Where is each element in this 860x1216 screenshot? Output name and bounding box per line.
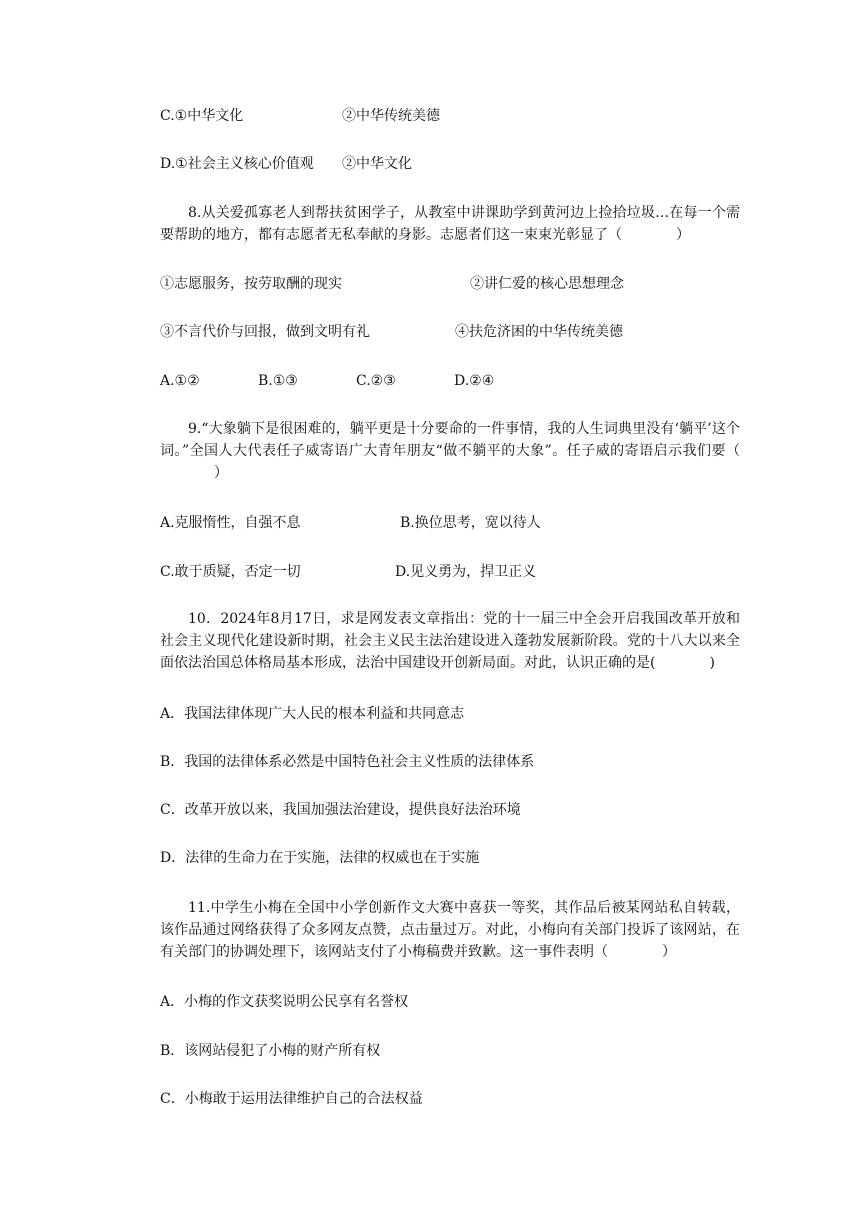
q10-option-b: B．我国的法律体系必然是中国特色社会主义性质的法律体系 — [160, 754, 535, 770]
q8-statement-2: ②讲仁爱的核心思想理念 — [470, 276, 624, 292]
q11-stem-text: 11.中学生小梅在全国中小学创新作文大赛中喜获一等奖，其作品后被某网站私自转载，该作品通过网络获得了众多网友点赞，点击量过万。对此，小梅向有关部门投诉了该网站，在有关部门的协调处理下，该网站支付了小梅稿费并致歉。这一事件表明（ — [160, 900, 740, 960]
q11-option-b: B．该网站侵犯了小梅的财产所有权 — [160, 1043, 381, 1059]
q9-stem-text: 9.“大象躺下是很困难的，躺平更是十分要命的一件事情，我的人生词典里没有‘躺平’这个词。”全国人大代表任子威寄语广大青年朋友“做不躺平的大象”。任子威的寄语启示我们要（ — [160, 421, 740, 459]
q11-stem-close: ） — [662, 944, 676, 960]
q8-option-d: D.②④ — [454, 373, 495, 389]
q8-statement-3: ③不言代价与回报，做到文明有礼 — [160, 324, 370, 340]
q8-option-b: B.①③ — [258, 373, 298, 389]
q8-stem — [160, 202, 740, 246]
q9-stem-close: ） — [214, 465, 228, 481]
q8-option-a: A.①② — [160, 373, 200, 389]
q11-option-a: A．小梅的作文获奖说明公民享有名誉权 — [160, 994, 409, 1010]
q10-option-a: A．我国法律体现广大人民的根本利益和共同意志 — [160, 706, 465, 722]
q8-option-c: C.②③ — [356, 373, 396, 389]
q8-stem-text: 8.从关爱孤寡老人到帮扶贫困学子，从教室中讲课助学到黄河边上捡拾垃圾…在每一个需要帮助的地方，都有志愿者无私奉献的身影。志愿者们这一束束光彰显了（ — [160, 205, 740, 243]
q7-option-c-item2: ②中华传统美德 — [342, 108, 440, 124]
q8-statement-4: ④扶危济困的中华传统美德 — [455, 324, 623, 340]
q7-option-c — [160, 105, 243, 127]
q9-option-c: C.敢于质疑，否定一切 — [160, 564, 301, 580]
q9-option-a: A.克服惰性，自强不息 — [160, 515, 301, 531]
q7-option-c-label: C.①中华文化 — [160, 108, 244, 124]
q10-option-c: C．改革开放以来，我国加强法治建设，提供良好法治环境 — [160, 802, 521, 818]
q11-stem — [160, 897, 740, 963]
q10-stem-text: 10．2024年8月17日，求是网发表文章指出：党的十一届三中全会开启我国改革开放和社会主义现代化建设新时期，社会主义民主法治建设进入蓬勃发展新阶段。党的十八大以来全面依法治国总体格局基本形成，法治中国建设开创新局面。对此，认识正确的是( — [160, 611, 740, 671]
q8-statement-1: ①志愿服务，按劳取酬的现实 — [160, 276, 342, 292]
q10-stem-close: ) — [709, 655, 715, 671]
q9-option-d: D.见义勇为，捍卫正义 — [395, 564, 537, 580]
q7-option-d — [160, 153, 314, 175]
q7-option-d-label: D.①社会主义核心价值观 — [160, 156, 314, 172]
q8-stem-close: ） — [676, 227, 690, 243]
q10-option-d: D．法律的生命力在于实施，法律的权威也在于实施 — [160, 850, 480, 866]
q7-option-d-item2: ②中华文化 — [342, 156, 412, 172]
q9-option-b: B.换位思考，宽以待人 — [400, 515, 541, 531]
q11-option-c: C．小梅敢于运用法律维护自己的合法权益 — [160, 1091, 423, 1107]
q10-stem — [160, 608, 740, 674]
q9-stem — [160, 418, 740, 484]
